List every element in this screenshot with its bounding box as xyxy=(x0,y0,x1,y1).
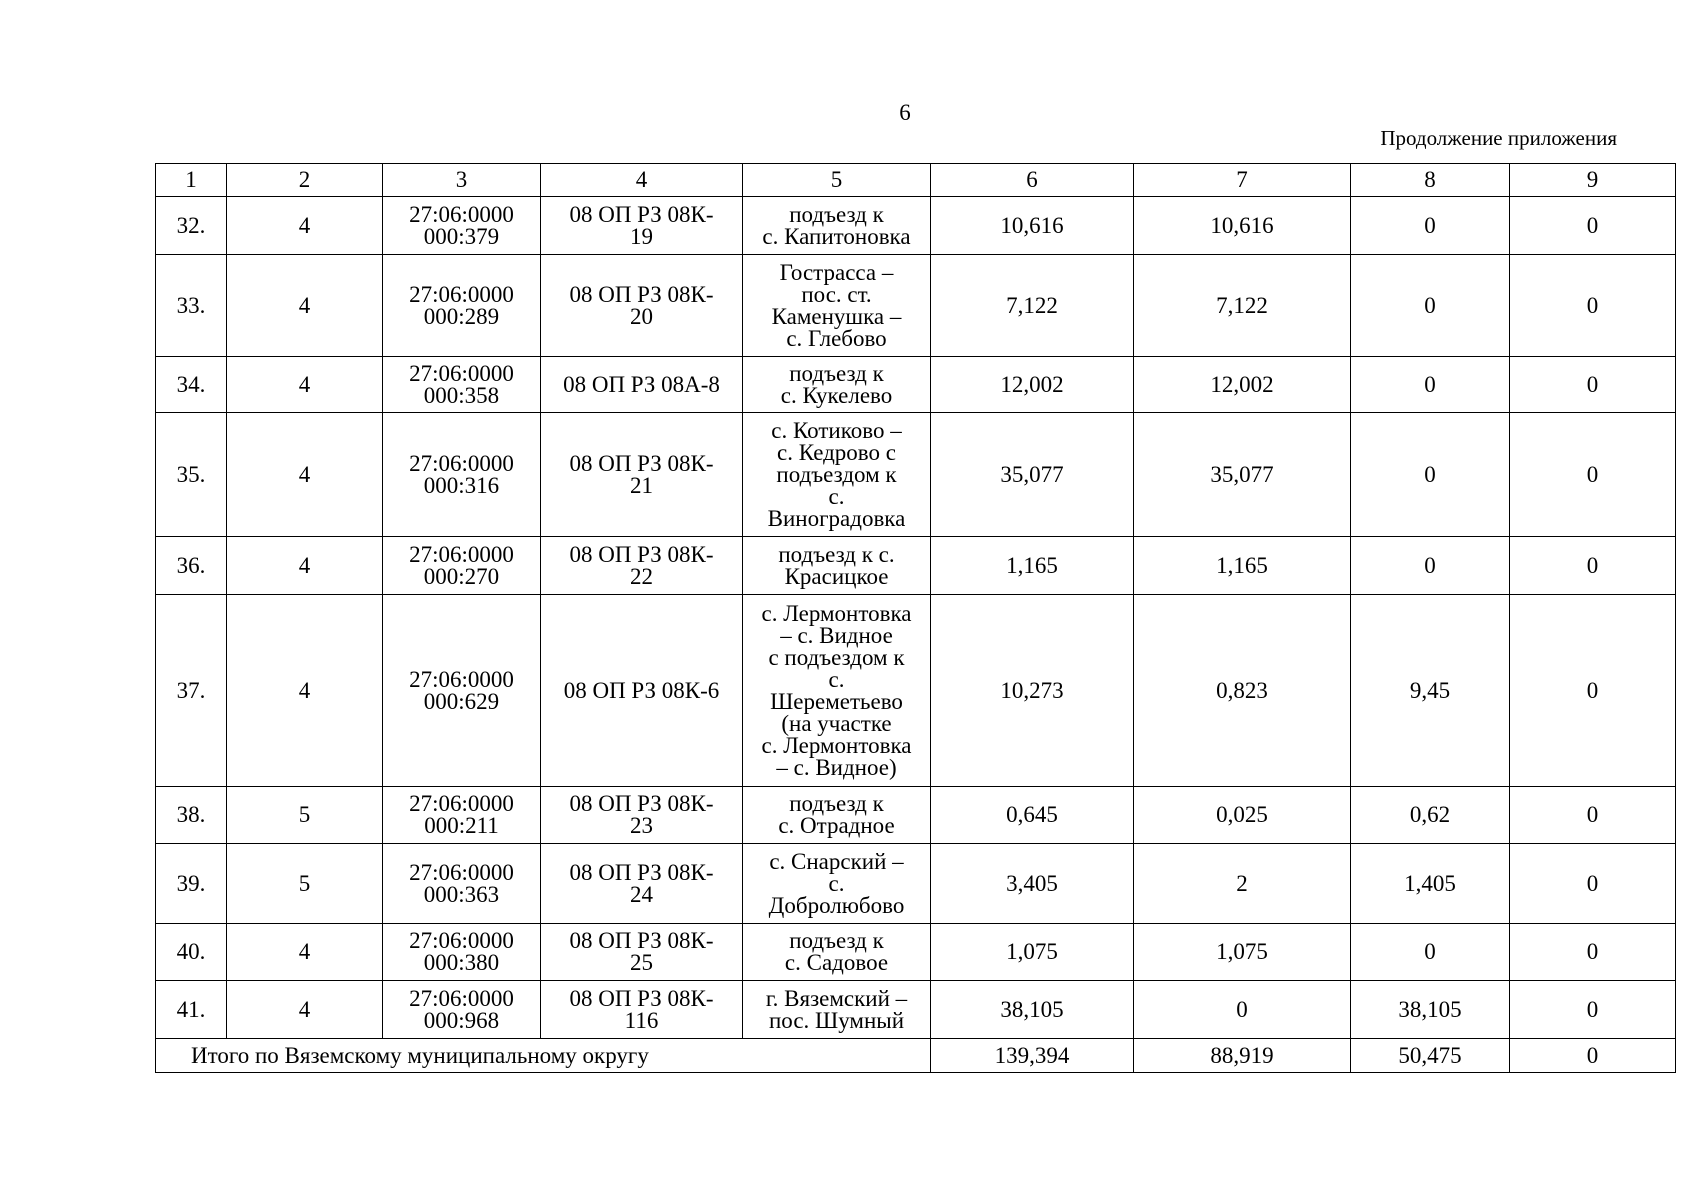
length-col8: 0 xyxy=(1351,537,1510,595)
length-col7: 1,165 xyxy=(1134,537,1351,595)
cell-col2: 4 xyxy=(227,357,383,413)
appendix-continuation-caption: Продолжение приложения xyxy=(1380,126,1617,150)
cell-col2: 4 xyxy=(227,924,383,981)
roads-table xyxy=(155,163,1676,1073)
road-name: подъезд к с. Капитоновка xyxy=(743,197,931,255)
cell-col2: 4 xyxy=(227,413,383,537)
length-total: 35,077 xyxy=(931,413,1134,537)
length-col7: 12,002 xyxy=(1134,357,1351,413)
header-cell: 2 xyxy=(227,164,383,197)
row-number: 39. xyxy=(156,844,227,924)
length-col9: 0 xyxy=(1510,357,1676,413)
cadastral-number: 27:06:0000 000:270 xyxy=(383,537,541,595)
header-cell: 8 xyxy=(1351,164,1510,197)
length-col7: 35,077 xyxy=(1134,413,1351,537)
road-id: 08 ОП РЗ 08К- 20 xyxy=(541,255,743,357)
length-total: 38,105 xyxy=(931,981,1134,1039)
cadastral-number: 27:06:0000 000:629 xyxy=(383,595,541,787)
row-number: 38. xyxy=(156,787,227,844)
length-col9: 0 xyxy=(1510,197,1676,255)
cadastral-number: 27:06:0000 000:968 xyxy=(383,981,541,1039)
table-row xyxy=(156,595,1676,787)
road-name: с. Снарский – с. Добролюбово xyxy=(743,844,931,924)
header-cell: 1 xyxy=(156,164,227,197)
length-col7: 7,122 xyxy=(1134,255,1351,357)
cadastral-number: 27:06:0000 000:379 xyxy=(383,197,541,255)
table-row xyxy=(156,844,1676,924)
road-id: 08 ОП РЗ 08К- 25 xyxy=(541,924,743,981)
length-col9: 0 xyxy=(1510,787,1676,844)
row-number: 32. xyxy=(156,197,227,255)
header-cell: 6 xyxy=(931,164,1134,197)
length-total: 10,273 xyxy=(931,595,1134,787)
cell-col2: 5 xyxy=(227,787,383,844)
length-total: 10,616 xyxy=(931,197,1134,255)
road-id: 08 ОП РЗ 08К-6 xyxy=(541,595,743,787)
length-total: 1,075 xyxy=(931,924,1134,981)
cadastral-number: 27:06:0000 000:380 xyxy=(383,924,541,981)
length-col8: 9,45 xyxy=(1351,595,1510,787)
table-row xyxy=(156,537,1676,595)
road-id: 08 ОП РЗ 08К- 24 xyxy=(541,844,743,924)
cadastral-number: 27:06:0000 000:358 xyxy=(383,357,541,413)
total-col8: 50,475 xyxy=(1351,1039,1510,1073)
road-name: г. Вяземский – пос. Шумный xyxy=(743,981,931,1039)
length-col9: 0 xyxy=(1510,413,1676,537)
length-col8: 0 xyxy=(1351,255,1510,357)
cell-col2: 4 xyxy=(227,197,383,255)
length-col7: 0,025 xyxy=(1134,787,1351,844)
length-col9: 0 xyxy=(1510,981,1676,1039)
table-row xyxy=(156,787,1676,844)
length-col8: 1,405 xyxy=(1351,844,1510,924)
row-number: 33. xyxy=(156,255,227,357)
row-number: 41. xyxy=(156,981,227,1039)
cell-col2: 5 xyxy=(227,844,383,924)
road-name: подъезд к с. Отрадное xyxy=(743,787,931,844)
header-cell: 4 xyxy=(541,164,743,197)
road-id: 08 ОП РЗ 08К- 22 xyxy=(541,537,743,595)
length-col9: 0 xyxy=(1510,595,1676,787)
length-total: 1,165 xyxy=(931,537,1134,595)
length-col8: 38,105 xyxy=(1351,981,1510,1039)
cadastral-number: 27:06:0000 000:289 xyxy=(383,255,541,357)
length-col8: 0 xyxy=(1351,924,1510,981)
row-number: 35. xyxy=(156,413,227,537)
length-col8: 0 xyxy=(1351,357,1510,413)
length-total: 3,405 xyxy=(931,844,1134,924)
length-col9: 0 xyxy=(1510,844,1676,924)
road-name: с. Лермонтовка – с. Видное с подъездом к с. Шереметьево (на участке с. Лермонтовка – с. Видное) xyxy=(743,595,931,787)
total-col9: 0 xyxy=(1510,1039,1676,1073)
cell-col2: 4 xyxy=(227,537,383,595)
length-col8: 0 xyxy=(1351,197,1510,255)
table-row xyxy=(156,924,1676,981)
table-row xyxy=(156,981,1676,1039)
length-col8: 0,62 xyxy=(1351,787,1510,844)
table-row xyxy=(156,357,1676,413)
road-name: с. Котиково – с. Кедрово с подъездом к с. Виноградовка xyxy=(743,413,931,537)
road-id: 08 ОП РЗ 08К- 21 xyxy=(541,413,743,537)
length-total: 0,645 xyxy=(931,787,1134,844)
length-col9: 0 xyxy=(1510,537,1676,595)
total-col6: 139,394 xyxy=(931,1039,1134,1073)
length-col7: 1,075 xyxy=(1134,924,1351,981)
header-cell: 9 xyxy=(1510,164,1676,197)
table-row xyxy=(156,197,1676,255)
header-cell: 3 xyxy=(383,164,541,197)
cadastral-number: 27:06:0000 000:211 xyxy=(383,787,541,844)
cell-col2: 4 xyxy=(227,981,383,1039)
cell-col2: 4 xyxy=(227,595,383,787)
cell-col2: 4 xyxy=(227,255,383,357)
row-number: 40. xyxy=(156,924,227,981)
road-name: Гострасса – пос. ст. Каменушка – с. Глебово xyxy=(743,255,931,357)
length-col7: 2 xyxy=(1134,844,1351,924)
road-name: подъезд к с. Садовое xyxy=(743,924,931,981)
length-col7: 0,823 xyxy=(1134,595,1351,787)
cadastral-number: 27:06:0000 000:363 xyxy=(383,844,541,924)
length-col7: 0 xyxy=(1134,981,1351,1039)
header-cell: 5 xyxy=(743,164,931,197)
road-name: подъезд к с. Красицкое xyxy=(743,537,931,595)
road-id: 08 ОП РЗ 08К- 116 xyxy=(541,981,743,1039)
header-row xyxy=(156,164,1676,197)
length-total: 12,002 xyxy=(931,357,1134,413)
road-id: 08 ОП РЗ 08К- 19 xyxy=(541,197,743,255)
length-col9: 0 xyxy=(1510,255,1676,357)
length-col9: 0 xyxy=(1510,924,1676,981)
total-col7: 88,919 xyxy=(1134,1039,1351,1073)
road-id: 08 ОП РЗ 08К- 23 xyxy=(541,787,743,844)
road-name: подъезд к с. Кукелево xyxy=(743,357,931,413)
page-number: 6 xyxy=(899,100,911,125)
row-number: 34. xyxy=(156,357,227,413)
table-row xyxy=(156,255,1676,357)
row-number: 37. xyxy=(156,595,227,787)
cadastral-number: 27:06:0000 000:316 xyxy=(383,413,541,537)
header-cell: 7 xyxy=(1134,164,1351,197)
length-total: 7,122 xyxy=(931,255,1134,357)
road-id: 08 ОП РЗ 08А-8 xyxy=(541,357,743,413)
table-row xyxy=(156,413,1676,537)
row-number: 36. xyxy=(156,537,227,595)
total-label: Итого по Вяземскому муниципальному округу xyxy=(156,1039,931,1073)
length-col8: 0 xyxy=(1351,413,1510,537)
total-row xyxy=(156,1039,1676,1073)
length-col7: 10,616 xyxy=(1134,197,1351,255)
